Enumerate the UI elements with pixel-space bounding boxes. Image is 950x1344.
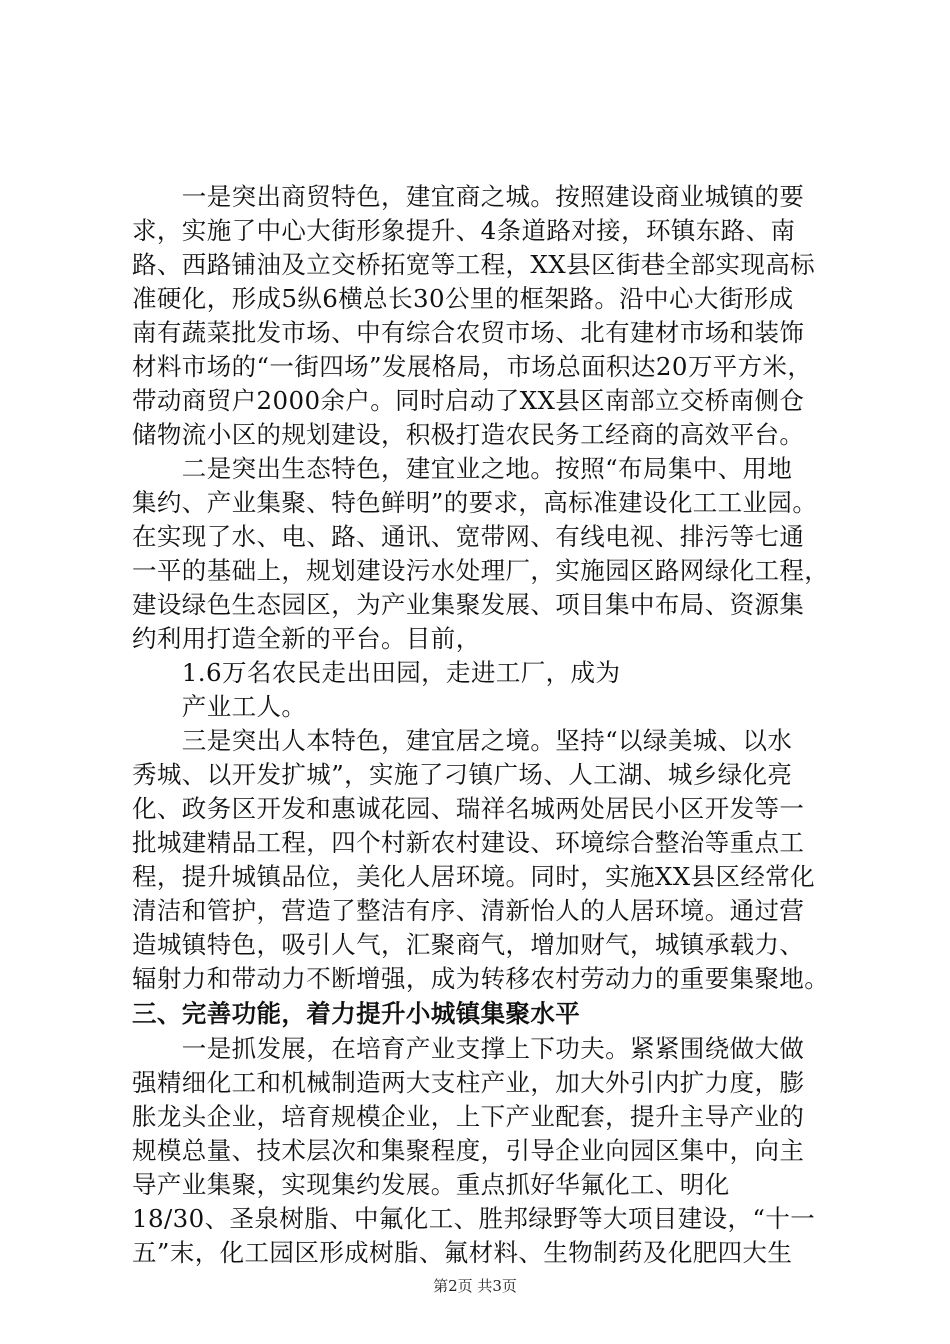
text-line: 一是抓发展，在培育产业支撑上下功夫。紧紧围绕做大做 bbox=[132, 1034, 805, 1063]
text-line: 18/30、圣泉树脂、中氟化工、胜邦绿野等大项目建设，“十一 bbox=[132, 1204, 816, 1233]
text-line: 材料市场的“一街四场”发展格局，市场总面积达20万平方米， bbox=[132, 352, 813, 381]
text-line: 五”末，化工园区形成树脂、氟材料、生物制药及化肥四大生 bbox=[132, 1238, 793, 1267]
text-line: 清洁和管护，营造了整洁有序、清新怡人的人居环境。通过营 bbox=[132, 896, 805, 925]
text-line: 储物流小区的规划建设，积极打造农民务工经商的高效平台。 bbox=[132, 420, 805, 449]
text-line: 二是突出生态特色，建宜业之地。按照“布局集中、用地 bbox=[132, 454, 793, 483]
text-line: 胀龙头企业，培育规模企业，上下产业配套，提升主导产业的 bbox=[132, 1102, 805, 1131]
text-line: 强精细化工和机械制造两大支柱产业，加大外引内扩力度，膨 bbox=[132, 1068, 805, 1097]
section-heading: 三、完善功能，着力提升小城镇集聚水平 bbox=[132, 999, 581, 1028]
text-line: 规模总量、技术层次和集聚程度，引导企业向园区集中，向主 bbox=[132, 1136, 805, 1165]
text-line: 三是突出人本特色，建宜居之境。坚持“以绿美城、以水 bbox=[132, 726, 793, 755]
text-line: 程，提升城镇品位，美化人居环境。同时，实施XX县区经常化 bbox=[132, 862, 816, 891]
text-line: 秀城、以开发扩城”，实施了刁镇广场、人工湖、城乡绿化亮 bbox=[132, 760, 793, 789]
text-line: 一平的基础上，规划建设污水处理厂，实施园区路网绿化工程， bbox=[132, 556, 830, 585]
text-line: 准硬化，形成5纵6横总长30公里的框架路。沿中心大街形成 bbox=[132, 284, 794, 313]
text-line: 产业工人。 bbox=[132, 692, 307, 721]
page-footer: 第2页 共3页 bbox=[433, 1277, 517, 1295]
text-line: 导产业集聚，实现集约发展。重点抓好华氟化工、明化 bbox=[132, 1170, 730, 1199]
text-line: 在实现了水、电、路、通讯、宽带网、有线电视、排污等七通 bbox=[132, 522, 805, 551]
text-line: 建设绿色生态园区，为产业集聚发展、项目集中布局、资源集 bbox=[132, 590, 805, 619]
text-line: 辐射力和带动力不断增强，成为转移农村劳动力的重要集聚地。 bbox=[132, 964, 830, 993]
text-line: 南有蔬菜批发市场、中有综合农贸市场、北有建材市场和装饰 bbox=[132, 318, 805, 347]
text-line: 一是突出商贸特色，建宜商之城。按照建设商业城镇的要 bbox=[132, 182, 805, 211]
text-line: 约利用打造全新的平台。目前， bbox=[132, 624, 481, 653]
text-line: 批城建精品工程，四个村新农村建设、环境综合整治等重点工 bbox=[132, 828, 805, 857]
text-line: 带动商贸户2000余户。同时启动了XX县区南部立交桥南侧仓 bbox=[132, 386, 805, 415]
text-line: 1.6万名农民走出田园，走进工厂，成为 bbox=[132, 658, 621, 687]
text-line: 化、政务区开发和惠诚花园、瑞祥名城两处居民小区开发等一 bbox=[132, 794, 805, 823]
text-line: 集约、产业集聚、特色鲜明”的要求，高标准建设化工工业园。 bbox=[132, 488, 818, 517]
text-line: 路、西路铺油及立交桥拓宽等工程，XX县区街巷全部实现高标 bbox=[132, 250, 816, 279]
text-line: 求，实施了中心大街形象提升、4条道路对接，环镇东路、南 bbox=[132, 216, 796, 245]
text-line: 造城镇特色，吸引人气，汇聚商气，增加财气，城镇承载力、 bbox=[132, 930, 805, 959]
